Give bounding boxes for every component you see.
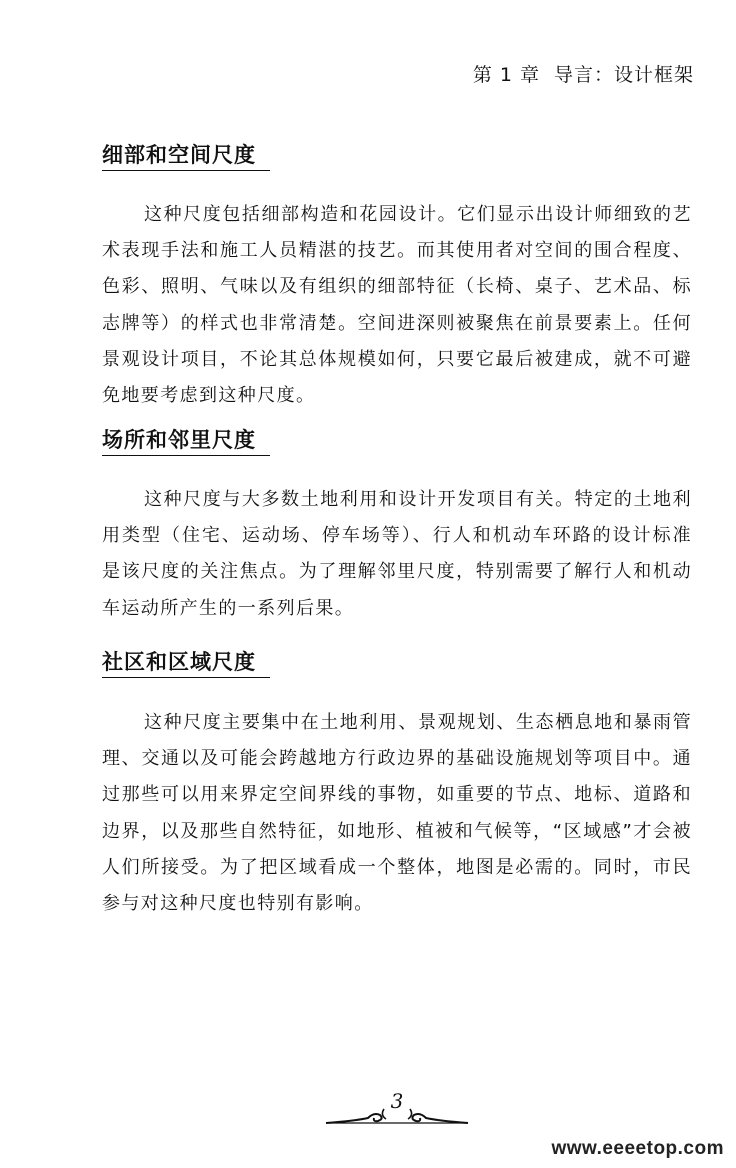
section-paragraph-detail-scale: 这种尺度包括细部构造和花园设计。它们显示出设计师细致的艺术表现手法和施工人员精湛的技艺。而其使用者对空间的围合程度、色彩、照明、气味以及有组织的细部特征（长椅、桌子、艺术品、标志牌等）的样式也非常清楚。空间进深则被聚焦在前景要素上。任何景观设计项目，不论其总体规模如何，只要它最后被建成，就不可避免地要考虑到这种尺度。 — [102, 204, 692, 407]
heading-underline — [102, 170, 270, 171]
section-heading-site-scale: 场所和邻里尺度 — [102, 428, 256, 452]
heading-underline — [102, 677, 270, 678]
chapter-number: 第 1 章 — [472, 64, 540, 86]
section-heading-community-scale: 社区和区域尺度 — [102, 650, 256, 674]
heading-underline — [102, 455, 270, 456]
running-header — [473, 60, 694, 87]
chapter-title: 导言：设计框架 — [553, 64, 694, 86]
section-paragraph-community-scale: 这种尺度主要集中在土地利用、景观规划、生态栖息地和暴雨管理、交通以及可能会跨越地方行政边界的基础设施规划等项目中。通过那些可以用来界定空间界线的事物，如重要的节点、地标、道路和边界，以及那些自然特征，如地形、植被和气候等，“区域感”才会被人们所接受。为了把区域看成一个整体，地图是必需的。同时，市民参与对这种尺度也特别有影响。 — [102, 712, 692, 915]
section-paragraph-site-scale: 这种尺度与大多数土地利用和设计开发项目有关。特定的土地利用类型（住宅、运动场、停车场等）、行人和机动车环路的设计标准是该尺度的关注焦点。为了理解邻里尺度，特别需要了解行人和机动车运动所产生的一系列后果。 — [102, 489, 692, 619]
page-number: 3 — [390, 1089, 404, 1113]
section-heading-detail-scale: 细部和空间尺度 — [102, 143, 256, 167]
watermark-text: www.eeeetop.com — [551, 1138, 724, 1159]
